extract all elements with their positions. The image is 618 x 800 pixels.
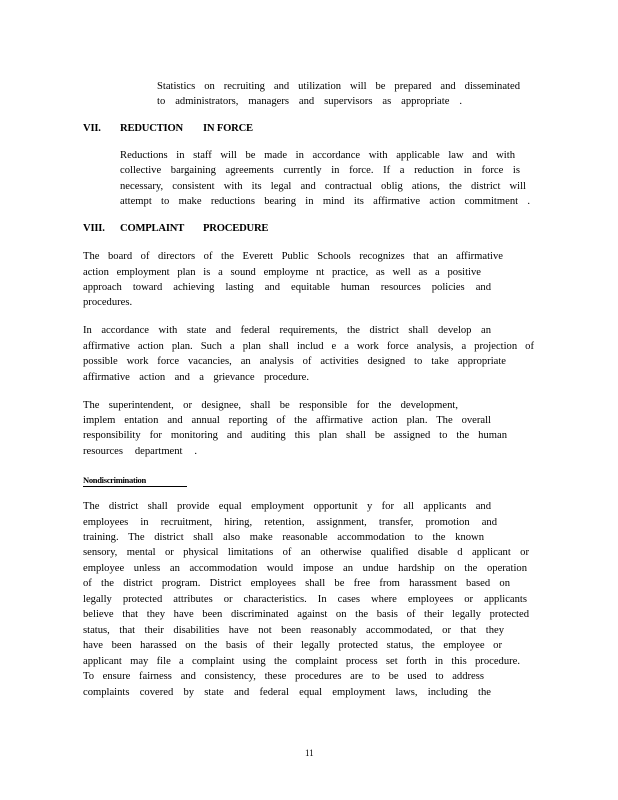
nondiscrimination-line: employee unless an accommodation would impose an undue hardship on the operation [83,563,527,574]
section-8-para-2-line: affirmative action and a grievance procedure. [83,372,309,383]
nondiscrimination-line: To ensure fairness and consistency, these procedures are to be used to address [83,671,484,682]
section-8-title: COMPLAINT [120,223,185,234]
section-8-para-1-line: approach toward achieving lasting and equitable human resources policies and [83,282,491,293]
section-7-line: attempt to make reductions bearing in mind its affirmative action commitment . [120,196,530,207]
section-7-line: collective bargaining agreements currently in force. If a reduction in force is [120,165,520,176]
nondiscrimination-line: believe that they have been discriminated against on the basis of their legally protected [83,609,529,620]
section-8-para-1-line: procedures. [83,297,133,308]
section-8-para-3-line: resources department . [83,446,197,457]
intro-line: Statistics on recruiting and utilization will be prepared and disseminated [157,81,520,92]
nondiscrimination-heading: Nondiscrimination [83,475,187,487]
section-8-para-2-line: In accordance with state and federal requirements, the district shall develop an [83,325,491,336]
section-8-para-3-line: The superintendent, or designee, shall be responsible for the development, [83,400,458,411]
section-8-numeral: VIII. [83,223,105,234]
section-8-para-3-line: implem entation and annual reporting of the affirmative action plan. The overall [83,415,491,426]
nondiscrimination-line: have been harassed on the basis of their legally protected status, the employee or [83,640,502,651]
section-7-line: necessary, consistent with its legal and contractual oblig ations, the district will [120,181,526,192]
intro-line: to administrators, managers and supervisors as appropriate . [157,96,462,107]
nondiscrimination-line: status, that their disabilities have not been reasonably accommodated, or that they [83,625,504,636]
section-8-para-1-line: The board of directors of the Everett Public Schools recognizes that an affirmative [83,251,503,262]
section-7-numeral: VII. [83,123,101,134]
section-8-title-2: PROCEDURE [203,223,269,234]
section-7-title-2: IN FORCE [203,123,253,134]
section-7-title: REDUCTION [120,123,183,134]
page-number: 11 [305,748,314,758]
section-8-para-1-line: action employment plan is a sound employme nt practice, as well as a positive [83,267,481,278]
nondiscrimination-line: employees in recruitment, hiring, retention, assignment, transfer, promotion and [83,517,497,528]
section-8-para-2-line: affirmative action plan. Such a plan shall includ e a work force analysis, a projection of [83,341,534,352]
nondiscrimination-line: legally protected attributes or characteristics. In cases where employees or applicants [83,594,527,605]
nondiscrimination-line: complaints covered by state and federal equal employment laws, including the [83,687,491,698]
nondiscrimination-line: sensory, mental or physical limitations of an otherwise qualified disable d applicant or [83,547,529,558]
section-8-para-2-line: possible work force vacancies, an analysis of activities designed to take appropriate [83,356,506,367]
nondiscrimination-line: of the district program. District employees shall be free from harassment based on [83,578,510,589]
nondiscrimination-line: The district shall provide equal employment opportunit y for all applicants and [83,501,491,512]
section-8-para-3-line: responsibility for monitoring and auditing this plan shall be assigned to the human [83,430,507,441]
nondiscrimination-line: training. The district shall also make reasonable accommodation to the known [83,532,484,543]
section-7-line: Reductions in staff will be made in accordance with applicable law and with [120,150,515,161]
nondiscrimination-line: applicant may file a complaint using the complaint process set forth in this procedure. [83,656,520,667]
